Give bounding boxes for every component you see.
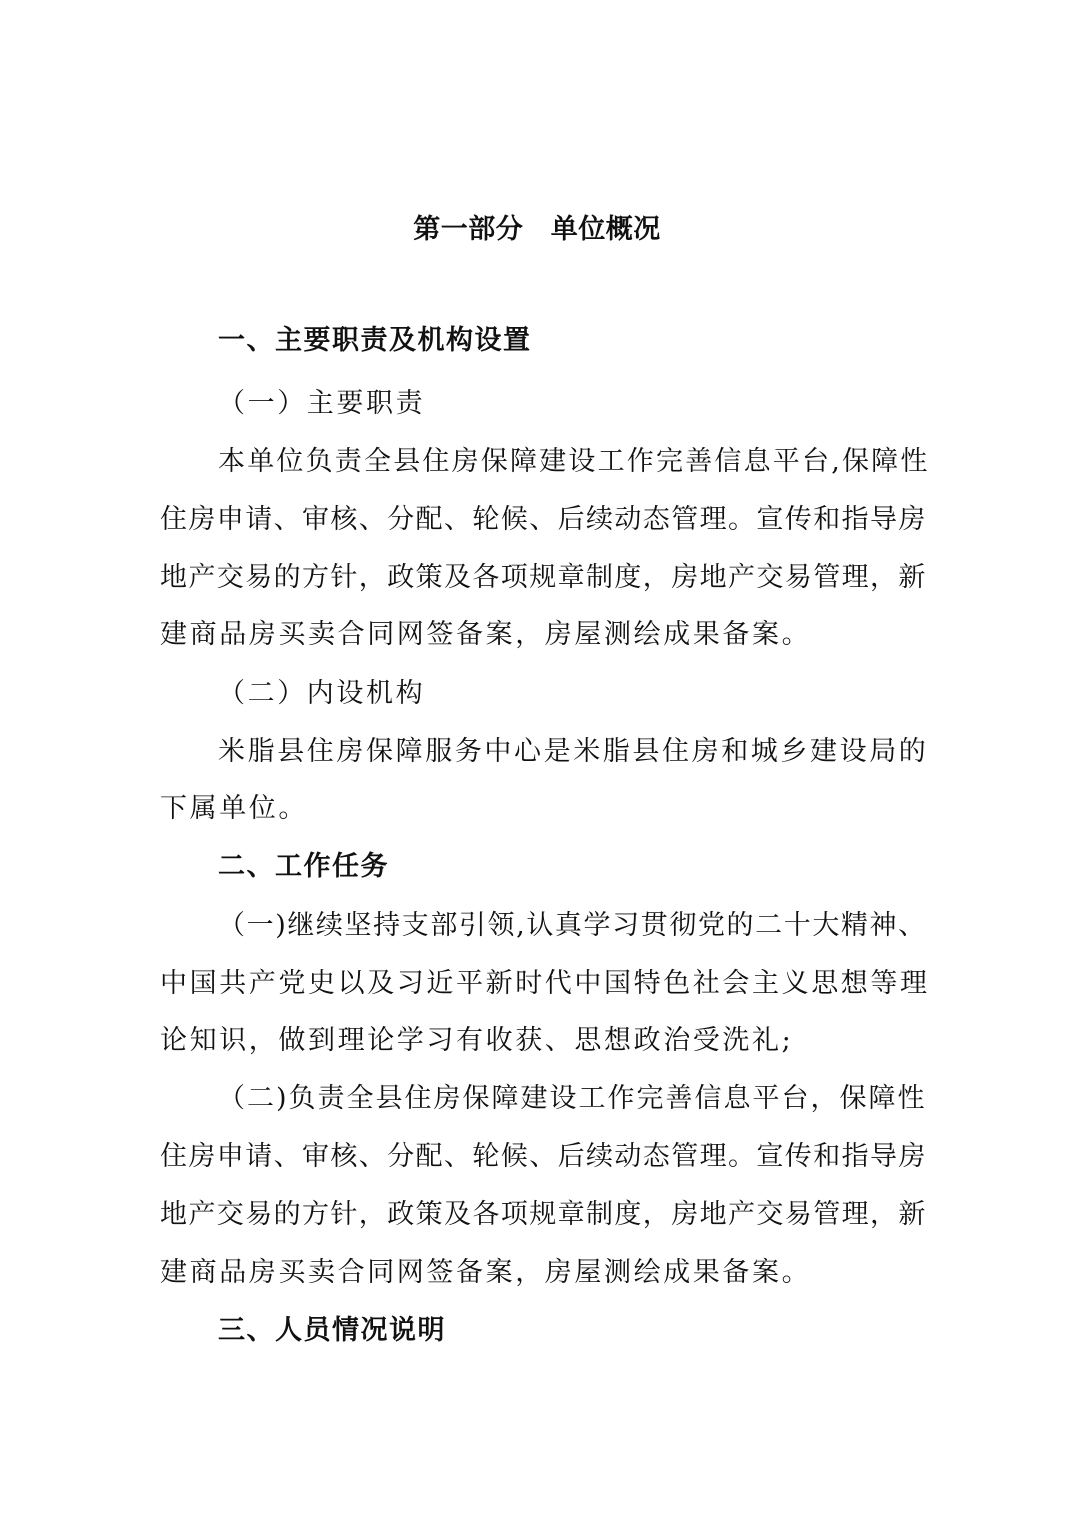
paragraph-line: （一)继续坚持支部引领,认真学习贯彻党的二十大精神、 <box>218 910 927 941</box>
paragraph-line: 论知识，做到理论学习有收获、思想政治受洗礼; <box>160 1025 794 1056</box>
paragraph-line: 下属单位。 <box>160 793 308 824</box>
paragraph-line: 住房申请、审核、分配、轮候、后续动态管理。宣传和指导房 <box>160 504 927 535</box>
page-title: 第一部分 单位概况 <box>413 214 661 245</box>
paragraph-line: 米脂县住房保障服务中心是米脂县住房和城乡建设局的 <box>218 736 929 767</box>
subsection-heading-main-duties: （一）主要职责 <box>218 388 426 419</box>
paragraph-line: 地产交易的方针，政策及各项规章制度，房地产交易管理，新 <box>160 1199 927 1230</box>
paragraph-line: 住房申请、审核、分配、轮候、后续动态管理。宣传和指导房 <box>160 1141 927 1172</box>
paragraph-line: 本单位负责全县住房保障建设工作完善信息平台,保障性 <box>218 446 930 477</box>
paragraph-line: 地产交易的方针，政策及各项规章制度，房地产交易管理，新 <box>160 562 927 593</box>
section-heading-duties-and-structure: 一、主要职责及机构设置 <box>218 325 532 356</box>
paragraph-line: （二)负责全县住房保障建设工作完善信息平台，保障性 <box>218 1083 927 1114</box>
paragraph-line: 建商品房买卖合同网签备案，房屋测绘成果备案。 <box>160 619 812 650</box>
subsection-heading-internal-structure: （二）内设机构 <box>218 678 426 709</box>
section-heading-staff-description: 三、人员情况说明 <box>218 1315 446 1346</box>
section-heading-work-tasks: 二、工作任务 <box>218 851 389 882</box>
paragraph-line: 建商品房买卖合同网签备案，房屋测绘成果备案。 <box>160 1257 812 1288</box>
paragraph-line: 中国共产党史以及习近平新时代中国特色社会主义思想等理 <box>160 968 930 999</box>
